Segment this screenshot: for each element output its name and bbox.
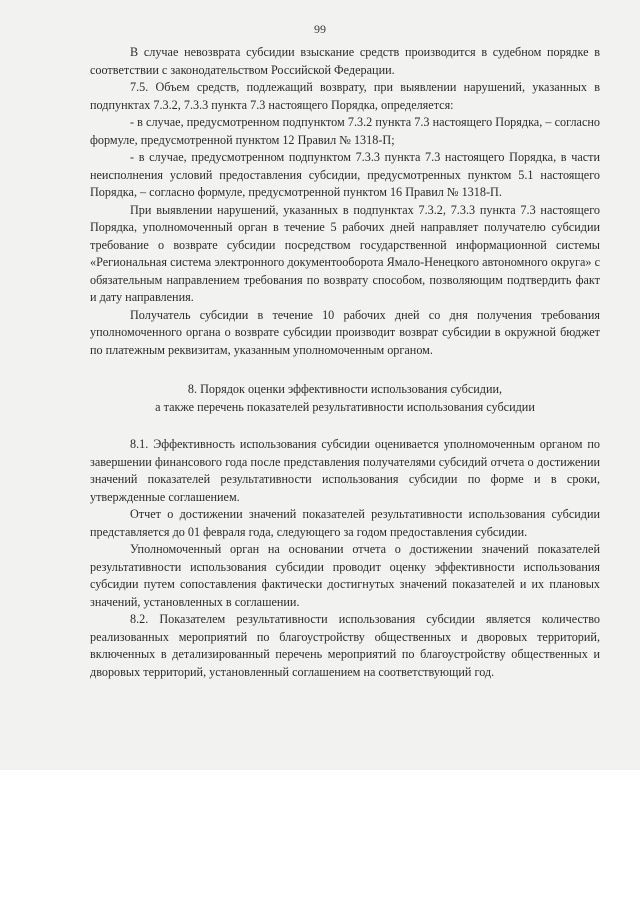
paragraph: Получатель субсидии в течение 10 рабочих дней со дня получения требования уполномоченного органа о возврате субсидии производит возврат субсидии в окружной бюджет по платежным реквизитам, указанным уполномоченным органом. — [90, 307, 600, 357]
page-number: 99 — [314, 22, 326, 36]
paragraph: В случае невозврата субсидии взыскание средств производится в судебном порядке в соответствии с законодательством Российской Федерации. — [90, 45, 600, 77]
list-item: - в случае, предусмотренном подпунктом 7.3.2 пункта 7.3 настоящего Порядка, – согласно формуле, предусмотренной пунктом 12 Правил № 1318-П; — [90, 115, 600, 147]
paragraph: Отчет о достижении значений показателей результативности использования субсидии представляется до 01 февраля года, следующего за годом предоставления субсидии. — [90, 507, 600, 539]
paragraph: 8.1. Эффективность использования субсидии оценивается уполномоченным органом по завершении финансового года после представления получателями субсидий отчета о достижении значений показателей результативности использования субсидии по форме и в сроки, утвержденные соглашением. — [90, 437, 600, 504]
list-item: - в случае, предусмотренном подпунктом 7.3.3 пункта 7.3 настоящего Порядка, в части неисполнения условий предоставления субсидии, предусмотренных пунктом 5.1 настоящего Порядка, – согласно формуле, предусмотренной пунктом 16 Правил № 1318-П. — [90, 150, 600, 199]
paragraph: 7.5. Объем средств, подлежащий возврату, при выявлении нарушений, указанных в подпунктах 7.3.2, 7.3.3 пункта 7.3 настоящего Порядка, определяется: — [90, 80, 600, 112]
paragraph: 8.2. Показателем результативности использования субсидии является количество реализованных мероприятий по благоустройству общественных и дворовых территорий, включенных в детализированный перечень мероприятий по благоустройству общественных и дворовых территорий, установленный соглашением на соответствующий год. — [90, 612, 600, 679]
section-heading-line-1: 8. Порядок оценки эффективности использования субсидии, — [187, 382, 503, 396]
paragraph: Уполномоченный орган на основании отчета о достижении значений показателей результативности использования субсидии проводит оценку эффективности использования субсидии путем сопоставления фактически достигнутых значений показателей и их плановых значений, установленных в соглашении. — [90, 542, 600, 609]
section-heading-line-2: а также перечень показателей результативности использования субсидии — [155, 399, 535, 414]
paragraph: При выявлении нарушений, указанных в подпунктах 7.3.2, 7.3.3 пункта 7.3 настоящего Порядка, уполномоченный орган в течение 5 рабочих дней направляет получателю субсидии требование о возврате субсидии посредством государственной информационной системы «Региональная система электронного документооборота Ямало-Ненецкого автономного округа» с обязательным направлением требования по возврату способом, позволяющим подтвердить факт и дату направления. — [90, 202, 600, 304]
section-heading — [90, 381, 600, 416]
document-body — [90, 44, 600, 681]
